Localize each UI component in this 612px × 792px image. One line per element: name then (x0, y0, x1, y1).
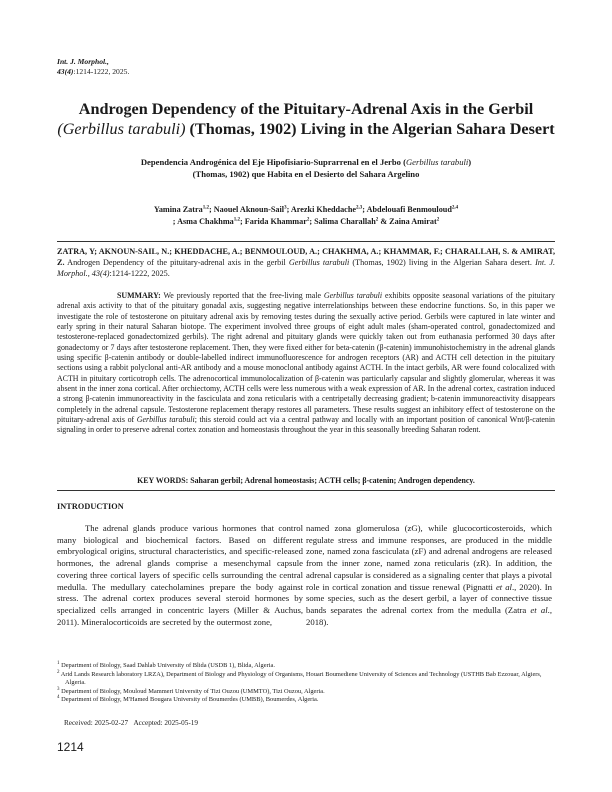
affiliation-mark: 2,4 (451, 205, 459, 211)
author-name: ; Asma Chakhma (172, 216, 234, 226)
footnote-text: Department of Biology, Mouloud Mammeri University of Tizi Ouzou (UMMTO), Tizi Ouzou, Algeria. (61, 687, 325, 695)
page-number: 1214 (57, 740, 84, 754)
affiliation-mark: 2 (306, 216, 310, 222)
author-name: Yamina Zatra (153, 205, 203, 214)
footnote-text: Department of Biology, M'Hamed Bougara University of Boumerdes (UMBB), Boumerdes, Algeria. (61, 696, 319, 704)
summary-text: exhibits opposite seasonal variations of the pituitary adrenal axis activity to that of the pituitary gonadal axis, suggesting negative interrelationships between these endocrine functions. So, in this paper we investigate the role of testosterone on pituitary adrenal axis by removing testes during the sexually active period. Gerbils were captured in late winter and early spring in their natural Saharan biotope. The experiment involved three groups of eight adult males (sham-operated control, gonadectomized and testosterone-replaced gonadectomized gerbils). The right adrenal and pituitary glands were quickly taken out from euthanasia performed 30 days after gonadectomy or 7 days after testosterone replacement. Then, they were fixed either for beta-catenin (β-catenin) immunohistochemistry in the adrenal glands using specific β-catenin antibody or double-labelled indirect immunofluorescence for androgen receptors (AR) and ACTH cell detection in the pituitary sections using a rabbit polyclonal anti-AR antibody and a mouse monoclonal antibody against ACTH. In the intact gerbils, AR were found colocalized with ACTH in pituitary corticotroph cells. The adrenocortical immunolocalization of β-catenin was particularly capsular and slightly glomerular, whereas it was absent in the inner zona cortical. After orchiectomy, ACTH cells were less numerous with a weak expression of AR. In the adrenal cortex, castration induced a strong β-catenin immunoreactivity in the fasciculata and zona reticularis with a centripetally decreasing gradient; b-catenin immunoreactivity disappears completely in the adrenal capsule. Testosterone replacement therapy restores all parameters. These results suggest an inhibitory effect of testosterone on the pituitary-adrenal axis of (57, 291, 555, 425)
footnotes (57, 662, 555, 705)
title-line-1: Androgen Dependency of the Pituitary-Adrenal Axis in the Gerbil (78, 100, 534, 118)
section-heading: INTRODUCTION (57, 502, 124, 511)
footnote (57, 671, 555, 688)
affiliation-mark: 2 (436, 216, 440, 222)
author-name: ; Naouel Aknoun-Sail (208, 205, 285, 214)
summary-label: SUMMARY: (117, 291, 161, 300)
received-date: Received: 2025-02-27 (64, 719, 129, 727)
journal-pages: :1214-1222, 2025. (73, 67, 130, 76)
summary-species: Gerbillus tarabuli (136, 415, 195, 425)
summary-text: ; this steroid could act via a central pathway and locally with an important position of canonical Wnt/β-catenin signaling in order to preserve adrenal cortex zonation and homeostasis throughout the year in this seasonally breeding Saharan rodent. (57, 415, 556, 435)
footnote-mark: 2 (57, 669, 60, 675)
title-species: (Gerbillus tarabuli) (57, 120, 186, 138)
author-line-1 (70, 204, 542, 216)
divider (57, 241, 555, 242)
author-name: & Zaina Amirat (378, 216, 437, 226)
author-line-2 (70, 216, 542, 228)
citation-journal: Int. J. Morphol., 43(4) (57, 258, 556, 279)
author-name: ; Abdelouafi Benmouloud (362, 205, 452, 214)
divider (57, 490, 555, 491)
affiliation-mark: 2 (375, 216, 379, 222)
author-name: ; Farida Khammar (239, 216, 307, 226)
citation-text: Androgen Dependency of the pituitary-adrenal axis in the gerbil (64, 258, 289, 268)
citation-text: (Thomas, 1902) living in the Algerian Sahara desert. (349, 258, 536, 268)
citation-block (57, 246, 555, 280)
footnote (57, 662, 555, 671)
affiliation-mark: 1,2 (202, 205, 209, 211)
abstract-summary (57, 291, 555, 436)
paper-title (50, 99, 562, 139)
citation-species: Gerbillus tarabuli (288, 258, 350, 268)
intro-column-2 (306, 523, 552, 628)
author-name: ; Arezki Kheddache (286, 205, 357, 214)
accepted-date: Accepted: 2025-05-19 (133, 719, 198, 727)
footnote-mark: 3 (57, 686, 60, 692)
subtitle-text: Dependencia Androgénica del Eje Hipofisiario-Suprarrenal en el Jerbo ( (140, 157, 406, 167)
author-name: ; Salima Charallah (309, 216, 376, 226)
intro-column-1: The adrenal glands produce various hormones that control many biological and biochemical factors. Based on different embryological origins, structural characteristics, and specific-released hormones, the adrenal glands comprise a mesenchymal capsule covering three cortical layers of specific cells surrounding the central medulla. The medullary catecholamines prepare the body against stress. The adrenal cortex produces several steroid hormones by specialized cells arranged in concentric layers (Miller & Auchus, 2011). Mineralocorticoids are secreted by the outermost zone, (57, 523, 303, 627)
subtitle-line-1 (70, 157, 542, 169)
intro-text: ., 2018). (306, 604, 552, 627)
journal-name: Int. J. Morphol., (57, 57, 109, 66)
citation-authors: ZATRA, Y; AKNOUN-SAIL, N.; KHEDDACHE, A.; BENMOULOUD, A.; CHAKHMA, A.; KHAMMAR, F.; CHARALLAH, S. & AMIRAT, Z. (57, 247, 555, 268)
keywords: KEY WORDS: Saharan gerbil; Adrenal homeostasis; ACTH cells; β-catenin; Androgen dependency. (137, 476, 475, 485)
title-rest: (Thomas, 1902) Living in the Algerian Sahara Desert (185, 120, 555, 138)
footnote-text: Department of Biology, Saad Dahlab University of Blida (USDB 1), Blida, Algeria. (61, 662, 275, 669)
submission-dates (64, 719, 198, 727)
footnote-text: Arid Lands Research laboratory LRZA), Department of Biology and Physiology of Organisms, Houari Boumediene University of Sciences and Technology (USTHB Bab Ezzouar, Algiers, Algeria. (60, 670, 542, 687)
affiliation-mark: 1,2 (233, 216, 240, 222)
subtitle-line-2: (Thomas, 1902) que Habita en el Desierto del Sahara Argelino (192, 168, 420, 179)
affiliation-mark: 3 (284, 205, 287, 211)
affiliation-mark: 2,3 (356, 205, 363, 211)
footnote-mark: 4 (57, 695, 60, 701)
intro-etal: et al (530, 604, 548, 615)
intro-text: ., 2020). In some species, such as the desert gerbil, a layer of connective tissue bands separates the adrenal cortex from the medulla (Zatra (306, 581, 552, 615)
subtitle-species: Gerbillus tarabuli (405, 157, 469, 167)
paper-subtitle (70, 157, 542, 180)
citation-pages: :1214-1222, 2025. (109, 269, 170, 279)
intro-etal: et al (495, 581, 512, 592)
subtitle-paren: ) (468, 157, 472, 167)
footnote-mark: 1 (57, 660, 60, 666)
summary-text: We previously reported that the free-living male (160, 291, 324, 300)
journal-header (57, 57, 129, 77)
journal-volume: 43(4) (57, 67, 74, 76)
author-list (70, 204, 542, 227)
summary-species: Gerbillus tarabuli (323, 291, 383, 300)
footnote (57, 696, 555, 705)
title-line-2 (50, 119, 562, 139)
intro-text: named zona glomerulosa (zG), while glucocorticosteroids, which regulate stress and immune responses, are produced in the middle zone, named zona fasciculata (zF) and adrenal androgens are released from the inner zone, named zona reticularis (zR). In addition, the adrenal capsular is considered as a signaling center that plays a pivotal role in cortical zonation and tissue renewal (Pignatti (306, 523, 552, 592)
